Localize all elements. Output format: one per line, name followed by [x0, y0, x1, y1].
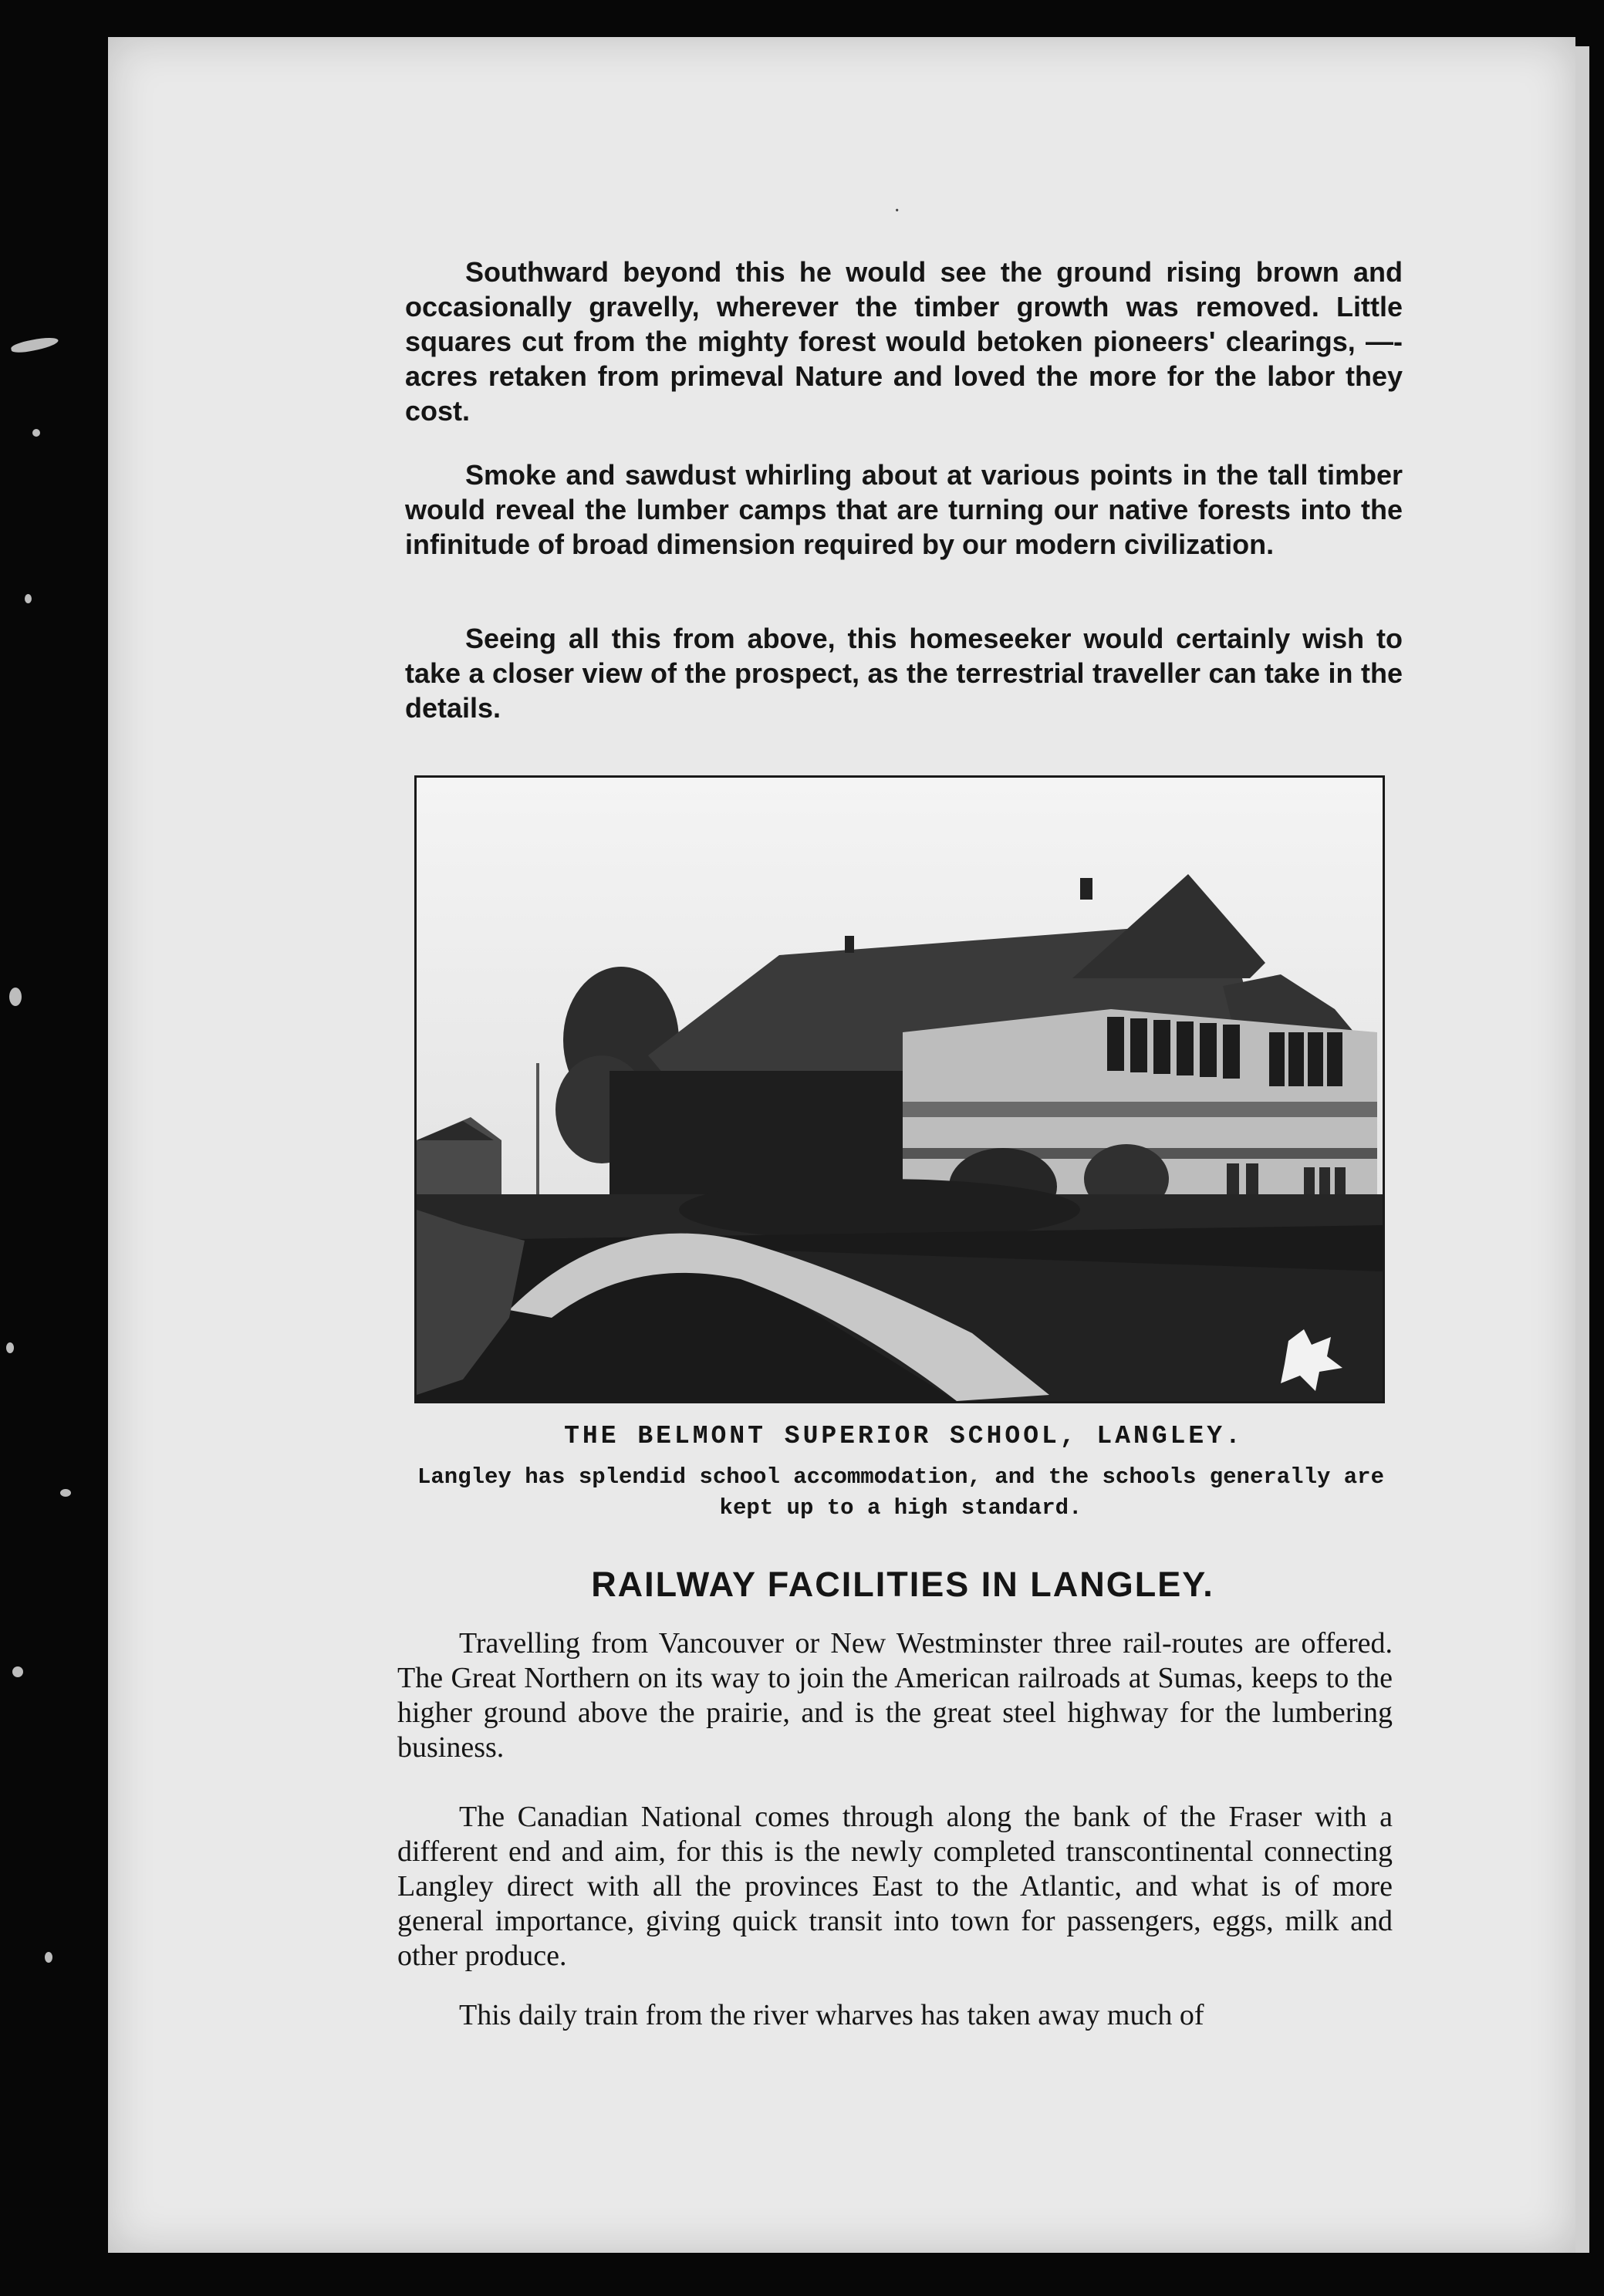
section-heading: RAILWAY FACILITIES IN LANGLEY.: [591, 1565, 1214, 1604]
paragraph-canadian-national: The Canadian National comes through along the bank of the Fraser with a different end and aim, for this is the newly completed transcontinental connecting Langley direct with all the provinces East to the Atlantic, and what is of more general importance, giving quick transit into town for passengers, eggs, milk and other produce.: [397, 1801, 1393, 1972]
school-photograph: [414, 775, 1385, 1403]
page-mark: ·: [893, 199, 901, 223]
margin-speck: [6, 1342, 14, 1353]
margin-speck: [9, 988, 22, 1006]
margin-speck: [60, 1489, 71, 1497]
paragraph-smoke-sawdust: Smoke and sawdust whirling about at various points in the tall timber would reveal the lumber camps that are turning our native forests into the infinitude of broad dimension required by our modern civilization.: [405, 459, 1403, 560]
photo-caption-title: THE BELMONT SUPERIOR SCHOOL, LANGLEY.: [564, 1422, 1244, 1450]
paragraph-daily-train: This daily train from the river wharves has taken away much of: [459, 1999, 1204, 2031]
margin-speck: [12, 1666, 23, 1677]
adjacent-page-edge: [1575, 46, 1589, 2253]
margin-speck: [45, 1952, 52, 1963]
paragraph-southward: Southward beyond this he would see the ground rising brown and occasionally gravelly, wherever the timber growth was removed. Little squares cut from the mighty forest would betoken pioneers' clearings, —-acres retaken from primeval Nature and loved the more for the labor they cost.: [405, 256, 1403, 427]
paragraph-travelling: Travelling from Vancouver or New Westminster three rail-routes are offered. The Great Northern on its way to join the American railroads at Sumas, keeps to the higher ground above the prairie, and is the great steel highway for the lumbering business.: [397, 1627, 1393, 1764]
photo-caption-text: Langley has splendid school accommodation, and the schools generally are kept up to a high standard.: [417, 1464, 1384, 1521]
margin-speck: [25, 594, 32, 603]
paragraph-seeing-all: Seeing all this from above, this homeseeker would certainly wish to take a closer view of the prospect, as the terrestrial traveller can take in the details.: [405, 623, 1403, 724]
margin-speck: [32, 429, 40, 437]
school-building-image: [417, 778, 1383, 1401]
margin-speck: [10, 335, 59, 356]
